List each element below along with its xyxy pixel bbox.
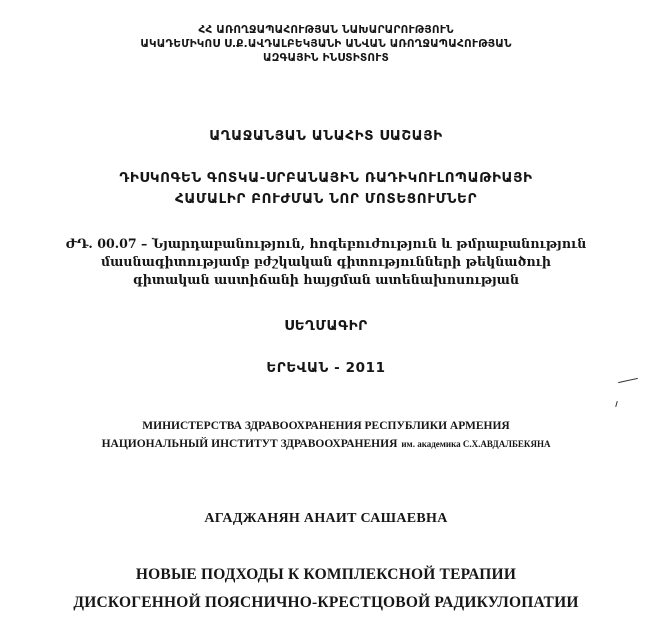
armenian-ministry-line: ՀՀ ԱՌՈՂՋԱՊԱՀՈՒԹՅԱՆ ՆԱԽԱՐԱՐՈՒԹՅՈՒՆ: [198, 24, 454, 36]
armenian-title-line-1: ԴԻՍԿՈԳԵՆ ԳՈՏԿԱ-ՍՐԲԱՆԱՅԻՆ ՌԱԴԻԿՈՒԼՈՊԱԹԻԱՅԻ: [119, 170, 533, 186]
russian-ministry-line: МИНИСТЕРСТВА ЗДРАВООХРАНЕНИЯ РЕСПУБЛИКИ АРМЕНИЯ: [142, 420, 510, 432]
armenian-specialty-line-3: գիտական աստիճանի հայցման ատենախոսության: [132, 272, 520, 287]
scan-mark: [615, 401, 618, 407]
russian-institute-line: [0, 434, 652, 452]
scan-mark: [618, 378, 638, 383]
russian-title-line-2: ДИСКОГЕННОЙ ПОЯСНИЧНО-КРЕСТЦОВОЙ РАДИКУЛОПАТИИ: [73, 594, 579, 611]
armenian-document-type: ՍԵՂՄԱԳԻՐ: [284, 318, 368, 334]
armenian-city-year: ԵՐԵՎԱՆ - 2011: [266, 360, 386, 376]
armenian-title-line-2: ՀԱՄԱԼԻՐ ԲՈՒԺՄԱՆ ՆՈՐ ՄՈՏԵՑՈՒՄՆԵՐ: [174, 191, 478, 207]
armenian-specialty-line-2: մասնագիտությամբ բժշկական գիտությունների թեկնածուի: [101, 254, 551, 269]
russian-institute-main: НАЦИОНАЛЬНЫЙ ИНСТИТУТ ЗДРАВООХРАНЕНИЯ: [101, 438, 398, 450]
russian-author-name: АГАДЖАНЯН АНАИТ САШАЕВНА: [204, 511, 448, 526]
armenian-specialty-line-1: ԺԴ. 00.07 – Նյարդաբանություն, հոգեբուժություն և թմրաբանություն: [65, 236, 587, 251]
armenian-author-name: ԱՂԱՋԱՆՅԱՆ ԱՆԱՀԻՏ ՍԱՇԱՅԻ: [209, 128, 443, 144]
russian-title-line-1: НОВЫЕ ПОДХОДЫ К КОМПЛЕКСНОЙ ТЕРАПИИ: [135, 566, 517, 583]
armenian-institute-line-1: ԱԿԱԴԵՄԻԿՈՍ Ս.Ք.ԱՎԴԱԼԲԵԿՅԱՆԻ ԱՆՎԱՆ ԱՌՈՂՋԱՊԱՀՈՒԹՅԱՆ: [140, 38, 512, 50]
armenian-institute-line-2: ԱԶԳԱՅԻՆ ԻՆՍՏԻՏՈՒՏ: [263, 52, 389, 64]
russian-institute-suffix: им. академика С.Х.АВДАЛБЕКЯНА: [401, 439, 551, 449]
